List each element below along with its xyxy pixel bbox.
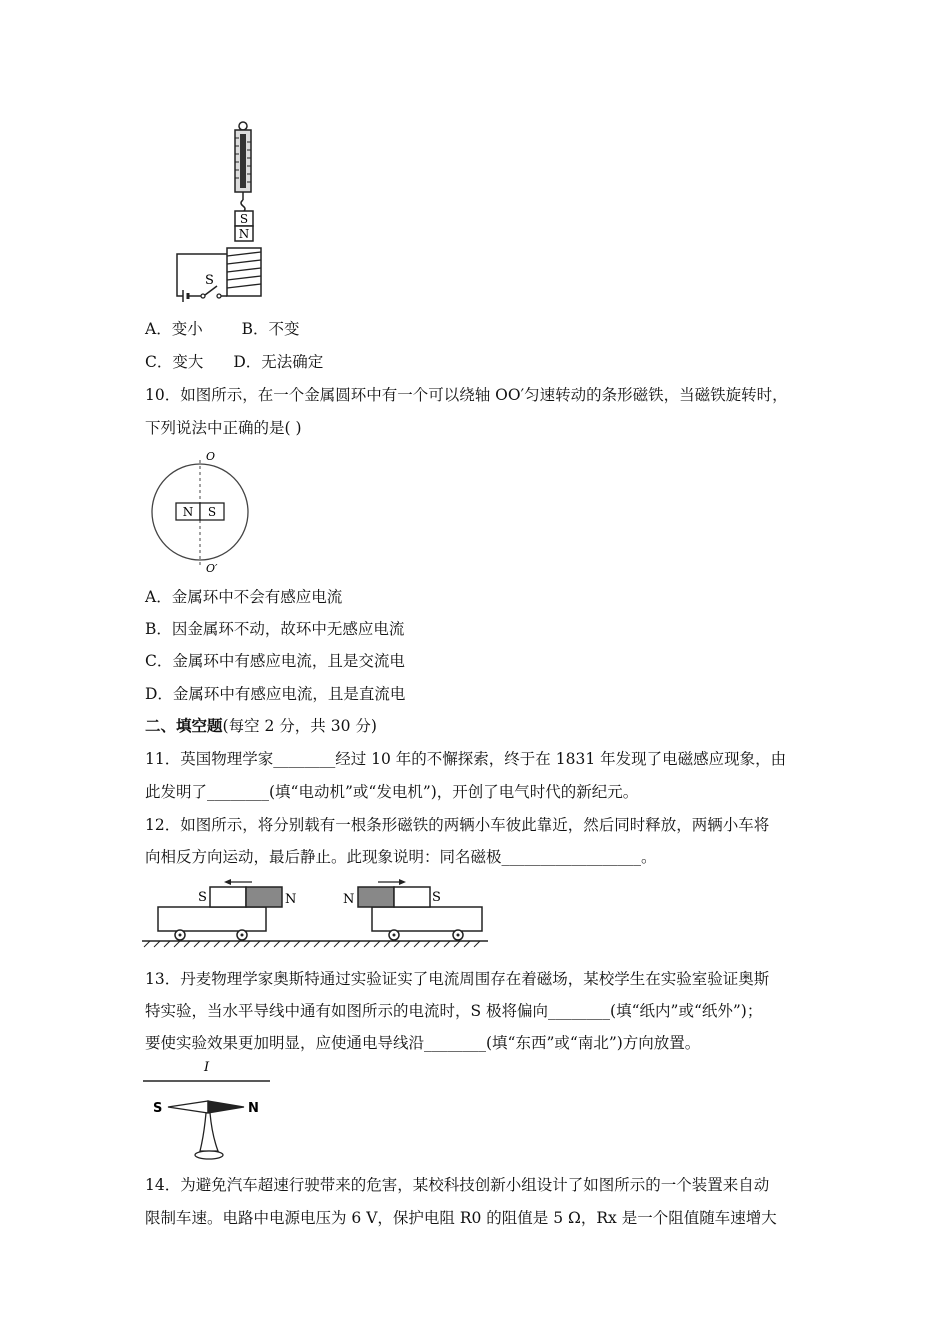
- q10-option-d[interactable]: D．金属环中有感应电流，且是直流电: [145, 685, 406, 703]
- q11-stem-line-2: 此发明了________(填“电动机”或“发电机”)，开创了电气时代的新纪元。: [145, 783, 639, 801]
- q10-option-a[interactable]: A．金属环中不会有感应电流: [145, 588, 343, 606]
- q14-stem-line-2: 限制车速。电路中电源电压为 6 V，保护电阻 R0 的阻值是 5 Ω，Rx 是一个阻值随车速增大: [145, 1209, 777, 1227]
- q12-stem-line-2: 向相反方向运动，最后静止。此现象说明：同名磁极__________________。: [145, 848, 657, 866]
- q9-option-c[interactable]: C．变大: [145, 353, 204, 371]
- q10-stem-line-2: 下列说法中正确的是( ): [145, 419, 302, 437]
- axis-top-label: O: [206, 450, 216, 463]
- right-cart-s-label: S: [432, 890, 441, 905]
- q13-stem-line-2: 特实验，当水平导线中通有如图所示的电流时，S 极将偏向________(填“纸内”或“纸外”)；: [145, 1002, 763, 1020]
- q9-options-row-2: [145, 352, 323, 372]
- q11-stem-line-1: 11．英国物理学家________经过 10 年的不懈探索，终于在 1831 年发现了电磁感应现象，由: [145, 750, 787, 768]
- q13-stem-line-1: 13．丹麦物理学家奥斯特通过实验证实了电流周围存在着磁场，某校学生在实验室验证奥斯: [145, 970, 770, 988]
- q9-option-d[interactable]: D．无法确定: [233, 353, 324, 371]
- spring-scale-solenoid-figure: [165, 118, 275, 303]
- magnet-bottom-pole-label: N: [238, 227, 250, 241]
- q10-option-c[interactable]: C．金属环中有感应电流，且是交流电: [145, 652, 405, 670]
- switch-label: S: [205, 273, 214, 288]
- magnet-n-label: N: [182, 505, 194, 519]
- left-cart-n-label: N: [285, 892, 297, 907]
- q9-options-row-1: [145, 319, 300, 339]
- rotating-magnet-ring-figure: [150, 448, 255, 573]
- needle-n-label: N: [248, 1101, 259, 1116]
- q14-stem-line-1: 14．为避免汽车超速行驶带来的危害，某校科技创新小组设计了如图所示的一个装置来自动: [145, 1176, 770, 1194]
- q9-option-b[interactable]: B．不变: [241, 320, 300, 338]
- section-2-heading: [145, 716, 377, 736]
- section-2-title: 二、填空题: [145, 716, 223, 735]
- magnet-s-label: S: [207, 505, 217, 519]
- left-cart-s-label: S: [198, 890, 207, 905]
- axis-bottom-label: O′: [206, 562, 218, 573]
- magnet-top-pole-label: S: [239, 212, 249, 226]
- q12-stem-line-1: 12．如图所示，将分别载有一根条形磁铁的两辆小车彼此靠近，然后同时释放，两辆小车将: [145, 816, 770, 834]
- q10-stem-line-1: 10．如图所示，在一个金属圆环中有一个可以绕轴 OO′匀速转动的条形磁铁，当磁铁旋转时，: [145, 386, 788, 404]
- current-label: I: [204, 1060, 210, 1075]
- magnet-carts-figure: [140, 875, 490, 950]
- section-2-note: (每空 2 分，共 30 分): [222, 717, 377, 735]
- oersted-compass-figure: [140, 1055, 275, 1170]
- q10-option-b[interactable]: B．因金属环不动，故环中无感应电流: [145, 620, 405, 638]
- q9-option-a[interactable]: A．变小: [145, 320, 203, 338]
- right-cart-n-label: N: [343, 892, 355, 907]
- q13-stem-line-3: 要使实验效果更加明显，应使通电导线沿________(填“东西”或“南北”)方向放置。: [145, 1034, 701, 1052]
- needle-s-label: S: [153, 1101, 163, 1116]
